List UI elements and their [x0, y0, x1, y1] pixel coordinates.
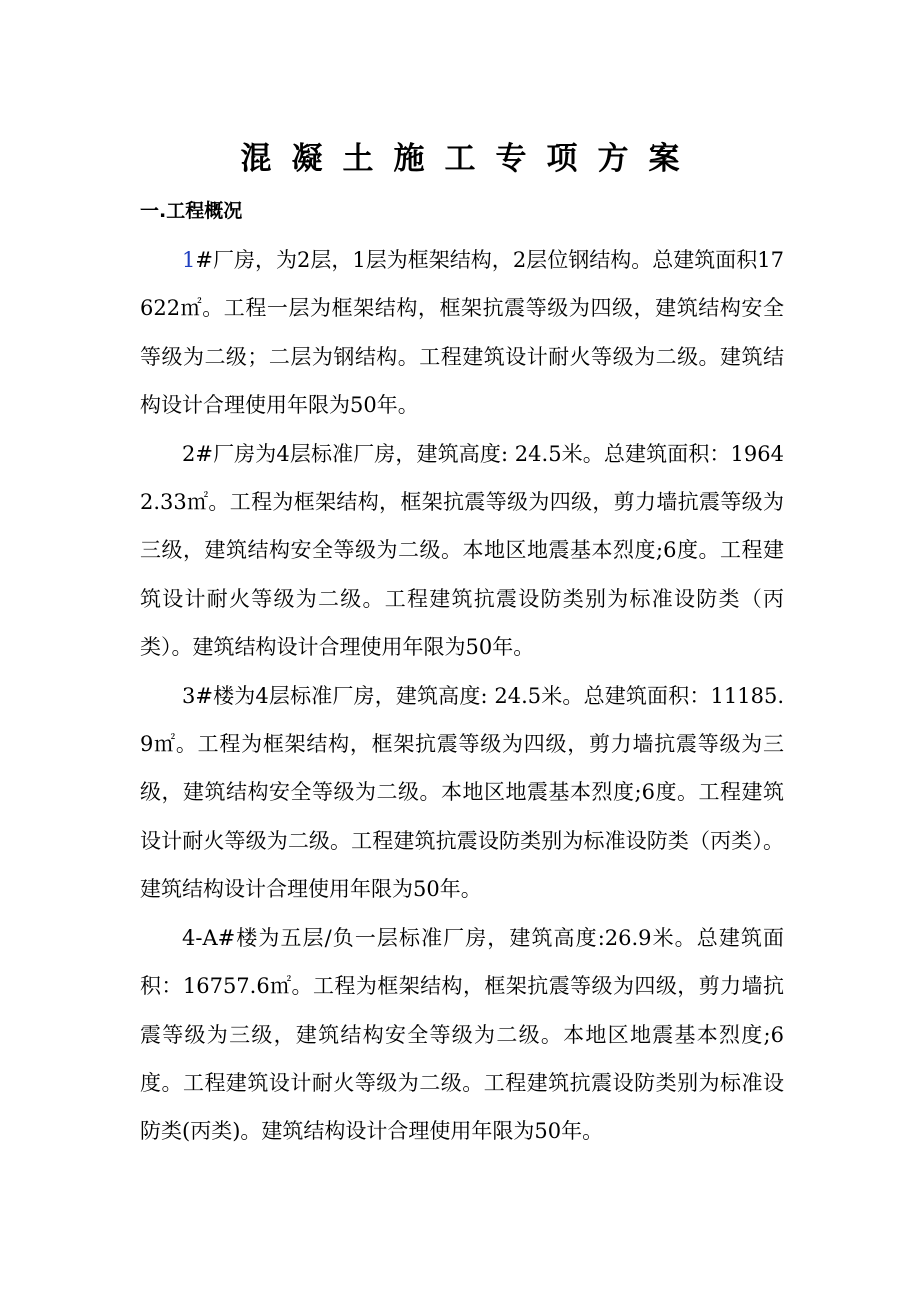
paragraph-plant-2 [140, 430, 784, 672]
paragraph-text: 4-A#楼为五层/负一层标准厂房，建筑高度:26.9米。总建筑面积：16757.6㎡。工程为框架结构，框架抗震等级为四级，剪力墙抗震等级为三级，建筑结构安全等级为二级。本地区地震基本烈度;6度。工程建筑设计耐火等级为二级。工程建筑抗震设防类别为标准设防类(丙类)。建筑结构设计合理使用年限为50年。 [140, 925, 784, 1144]
paragraph-plant-1 [140, 236, 784, 430]
section-heading: 一.工程概况 [140, 200, 243, 222]
paragraph-building-4a [140, 914, 784, 1156]
paragraph-text: 2#厂房为4层标准厂房，建筑高度: 24.5米。总建筑面积：19642.33㎡。工程为框架结构，框架抗震等级为四级，剪力墙抗震等级为三级，建筑结构安全等级为二级。本地区地震基本烈度;6度。工程建筑设计耐火等级为二级。工程建筑抗震设防类别为标准设防类（丙类）。建筑结构设计合理使用年限为50年。 [140, 441, 784, 660]
paragraph-building-3 [140, 672, 784, 914]
page-title: 混凝土施工专项方案 [240, 140, 700, 177]
paragraph-text: #厂房，为2层，1层为框架结构，2层位钢结构。总建筑面积17622㎡。工程一层为框架结构，框架抗震等级为四级，建筑结构安全等级为二级；二层为钢结构。工程建筑设计耐火等级为二级。建筑结构设计合理使用年限为50年。 [140, 248, 784, 418]
paragraph-text: 3#楼为4层标准厂房，建筑高度: 24.5米。总建筑面积：11185.9㎡。工程为框架结构，框架抗震等级为四级，剪力墙抗震等级为三级，建筑结构安全等级为二级。本地区地震基本烈度;6度。工程建筑设计耐火等级为二级。工程建筑抗震设防类别为标准设防类（丙类）。建筑结构设计合理使用年限为50年。 [140, 683, 784, 902]
paragraph-lead-number: 1 [182, 248, 196, 272]
document-body [140, 236, 784, 1156]
